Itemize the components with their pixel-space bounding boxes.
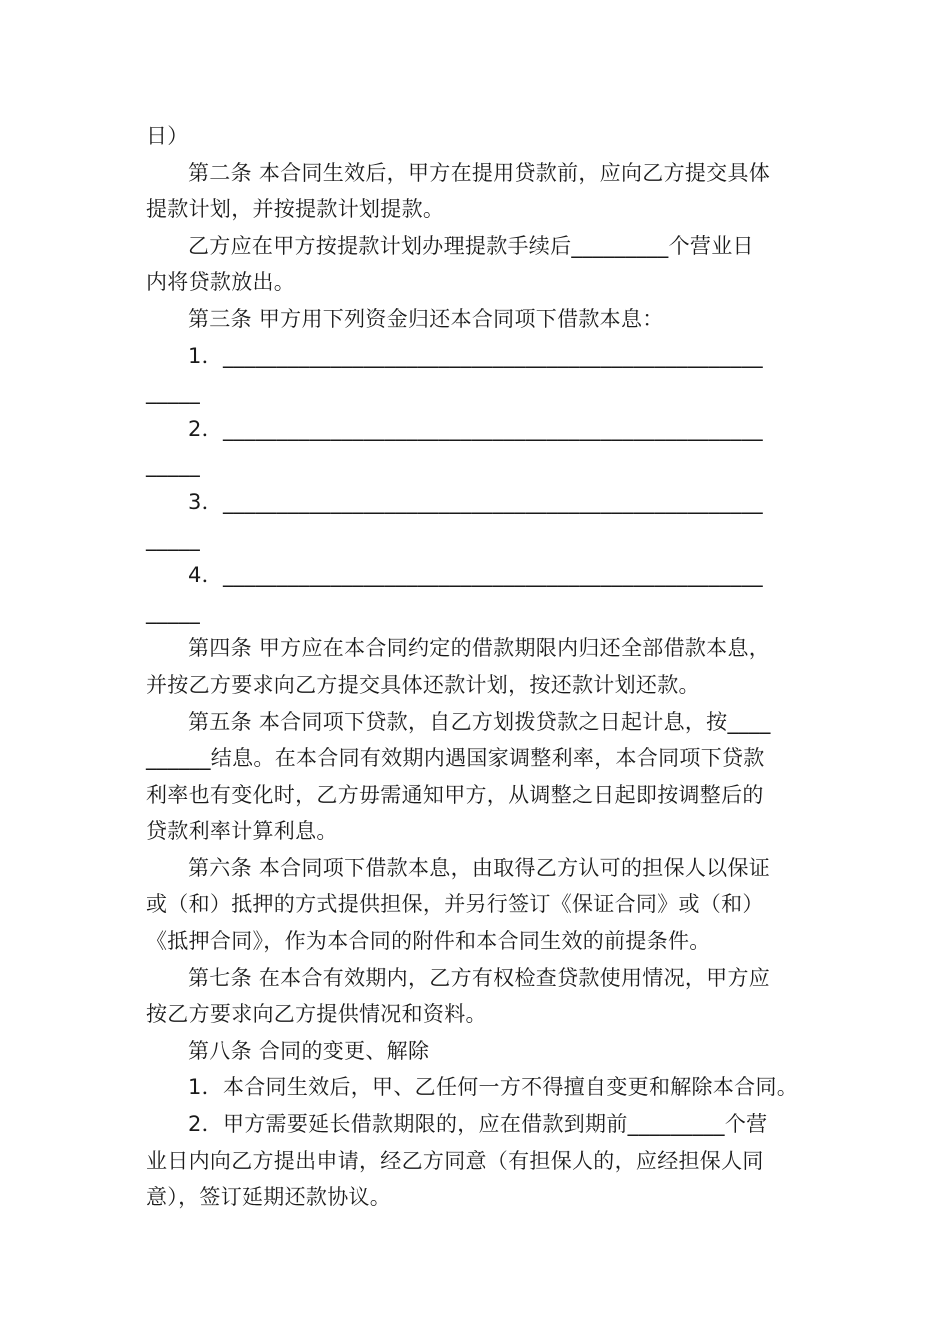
paragraph-article-4: 第四条 甲方应在本合同约定的借款期限内归还全部借款本息， 并按乙方要求向乙方提交具体还款计划，按还款计划还款。 [146, 636, 771, 697]
paragraph-article-3: 第三条 甲方用下列资金归还本合同项下借款本息： [188, 306, 664, 331]
paragraph-disbursement: 乙方应在甲方按提款计划办理提款手续后_________个营业日 内将贷款放出。 [146, 233, 754, 295]
paragraph-article-5: 第五条 本合同项下贷款，自乙方划拨贷款之日起计息，按____ ______结息。在本合同有效期内遇国家调整利率，本合同项下贷款 利率也有变化时，乙方毋需通知甲方，从调整之日起即按调整后的 贷款利率计算利息。 [146, 709, 771, 844]
repayment-source-3: 3．__________________________________________________ _____ [146, 489, 763, 551]
document-body [146, 118, 810, 1216]
paragraph-article-8-item-2: 2．甲方需要延长借款期限的，应在借款到期前_________个营 业日内向乙方提出申请，经乙方同意（有担保人的，应经担保人同 意），签订延期还款协议。 [146, 1112, 768, 1210]
paragraph-article-8-heading: 第八条 合同的变更、解除 [188, 1038, 430, 1063]
paragraph-article-8-item-1: 1．本合同生效后，甲、乙任何一方不得擅自变更和解除本合同。 [188, 1075, 799, 1100]
paragraph-article-7: 第七条 在本合有效期内，乙方有权检查贷款使用情况，甲方应 按乙方要求向乙方提供情况和资料。 [146, 965, 771, 1027]
paragraph-date-fragment: 日） [146, 124, 189, 148]
paragraph-article-6: 第六条 本合同项下借款本息，由取得乙方认可的担保人以保证 或（和）抵押的方式提供担保，并另行签订《保证合同》或（和） 《抵押合同》，作为本合同的附件和本合同生效的前提条件。 [146, 855, 771, 954]
repayment-source-2: 2．__________________________________________________ _____ [146, 416, 763, 478]
repayment-source-4: 4．__________________________________________________ _____ [146, 563, 763, 624]
paragraph-article-2: 第二条 本合同生效后，甲方在提用贷款前，应向乙方提交具体 提款计划，并按提款计划提款。 [146, 160, 771, 222]
repayment-source-1: 1．__________________________________________________ _____ [146, 343, 763, 405]
